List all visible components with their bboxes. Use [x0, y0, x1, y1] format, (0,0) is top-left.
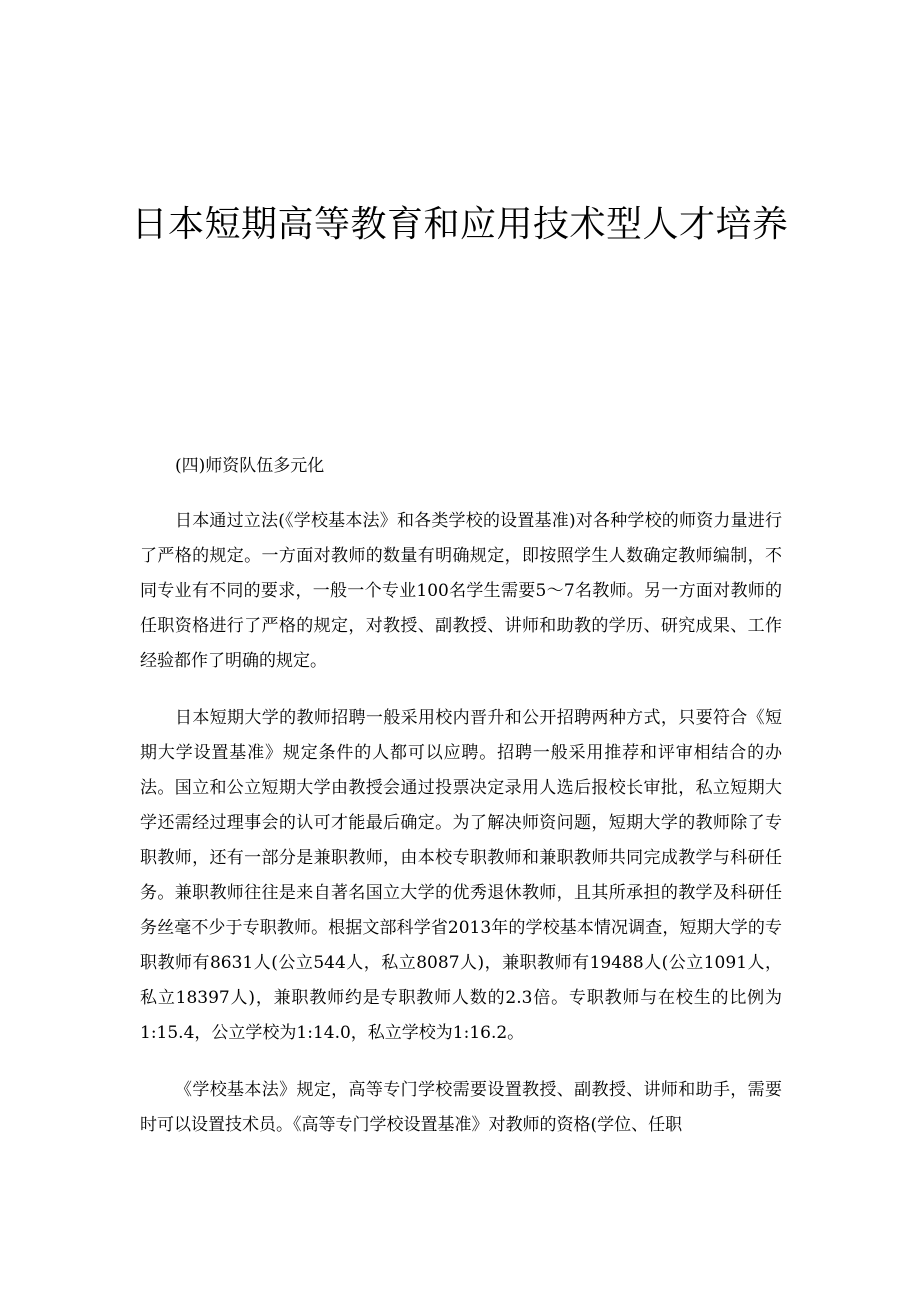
document-title: 日本短期高等教育和应用技术型人才培养 — [131, 204, 789, 245]
section-heading: (四)师资队伍多元化 — [175, 456, 325, 476]
paragraph-teacher-recruitment: 日本短期大学的教师招聘一般采用校内晋升和公开招聘两种方式，只要符合《短期大学设置基准》规定条件的人都可以应聘。招聘一般采用推荐和评审相结合的办法。国立和公立短期大学由教授会通过投票决定录用人选后报校长审批，私立短期大学还需经过理事会的认可才能最后确定。为了解决师资问题，短期大学的教师除了专职教师，还有一部分是兼职教师，由本校专职教师和兼职教师共同完成教学与科研任务。兼职教师往往是来自著名国立大学的优秀退休教师，且其所承担的教学及科研任务丝毫不少于专职教师。根据文部科学省2013年的学校基本情况调查，短期大学的专职教师有8631人(公立544人，私立8087人)，兼职教师有19488人(公立1091人，私立18397人)，兼职教师约是专职教师人数的2.3倍。专职教师与在校生的比例为1:15.4，公立学校为1:14.0，私立学校为1:16.2。 — [140, 708, 782, 1043]
paragraph-school-basic-law: 《学校基本法》规定，高等专门学校需要设置教授、副教授、讲师和助手，需要时可以设置技术员。《高等专门学校设置基准》对教师的资格(学位、任职 — [140, 1080, 782, 1135]
document-body — [140, 449, 782, 1165]
paragraph-teacher-regulation: 日本通过立法(《学校基本法》和各类学校的设置基准)对各种学校的师资力量进行了严格的规定。一方面对教师的数量有明确规定，即按照学生人数确定教师编制，不同专业有不同的要求，一般一个专业100名学生需要5～7名教师。另一方面对教师的任职资格进行了严格的规定，对教授、副教授、讲师和助教的学历、研究成果、工作经验都作了明确的规定。 — [140, 511, 782, 671]
